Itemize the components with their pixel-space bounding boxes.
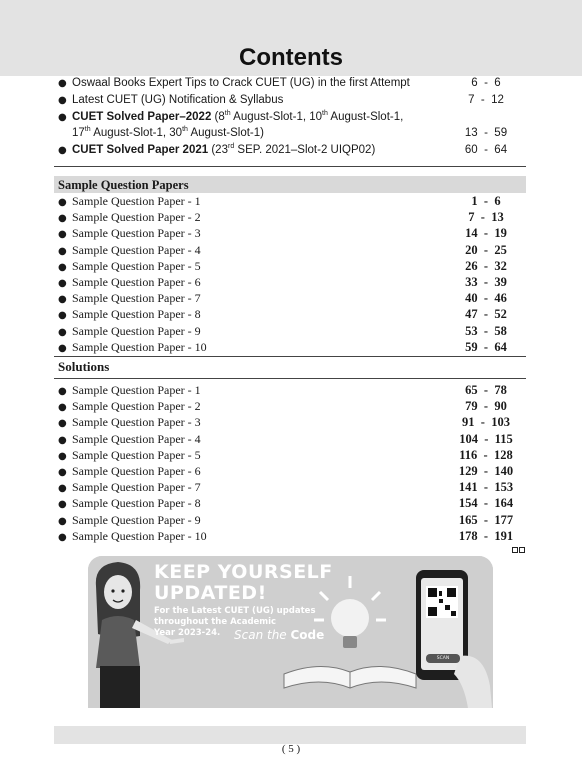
banner-title xyxy=(154,562,333,604)
entry-pages: 116 - 128 xyxy=(459,447,513,462)
banner-sub-line: throughout the Academic xyxy=(154,617,277,627)
contents-entry-notification[interactable] xyxy=(58,94,526,106)
entry-pages-solved-2022 xyxy=(446,127,526,139)
entry-label: Sample Question Paper - 5 xyxy=(72,258,201,273)
entry-text: (8 xyxy=(211,111,225,123)
bullet-icon: ● xyxy=(58,499,67,511)
bullet-icon: ● xyxy=(58,78,67,89)
bullet-icon: ● xyxy=(58,467,67,478)
bullet-icon: ● xyxy=(58,386,67,397)
bullet-icon: ● xyxy=(58,95,67,106)
entry-label: Oswaal Books Expert Tips to Crack CUET (UG) in the first Attempt xyxy=(72,77,410,89)
solution-entry-7[interactable] xyxy=(58,480,526,495)
solution-entry-10[interactable] xyxy=(58,529,526,544)
entry-text: August-Slot-1) xyxy=(187,127,264,139)
bullet-icon: ● xyxy=(58,515,67,527)
entry-pages: 13 - 59 xyxy=(464,127,508,139)
divider xyxy=(54,356,526,357)
entry-pages: 33 - 39 xyxy=(465,275,507,289)
sample-paper-entry-8[interactable] xyxy=(58,307,526,322)
bullet-icon: ● xyxy=(58,434,67,446)
entry-label: Sample Question Paper - 7 xyxy=(72,291,201,306)
entry-text: 17 xyxy=(72,127,85,139)
entry-pages: 47 - 52 xyxy=(465,307,507,322)
sample-paper-entry-2[interactable] xyxy=(58,210,526,225)
entry-pages: 165 - 177 xyxy=(458,512,514,527)
scan-prefix: Scan the xyxy=(234,628,291,642)
entry-pages: 154 - 164 xyxy=(458,496,514,511)
entry-text: August-Slot-1, 30 xyxy=(90,127,183,139)
entry-label xyxy=(72,111,446,123)
entry-pages: 129 - 140 xyxy=(458,464,514,478)
bullet-icon: ● xyxy=(58,531,67,543)
entry-sup: th xyxy=(224,110,231,118)
section-heading-sample: Sample Question Papers xyxy=(58,178,189,192)
promo-banner[interactable] xyxy=(88,556,493,708)
entry-label: Sample Question Paper - 4 xyxy=(72,431,201,446)
sample-paper-entry-1[interactable] xyxy=(58,194,526,209)
solution-entry-3[interactable] xyxy=(58,415,526,430)
solution-entry-5[interactable] xyxy=(58,448,526,463)
entry-label: Latest CUET (UG) Notification & Syllabus xyxy=(72,94,284,106)
entry-label: Sample Question Paper - 1 xyxy=(72,383,201,397)
entry-pages: 14 - 19 xyxy=(465,226,507,241)
entry-label: Sample Question Paper - 10 xyxy=(72,339,207,354)
contents-entry-solved-2021[interactable] xyxy=(58,144,526,156)
entry-pages: 141 - 153 xyxy=(458,480,514,495)
solution-entry-9[interactable] xyxy=(58,513,526,528)
entry-text: (23 xyxy=(208,144,228,156)
bullet-icon: ● xyxy=(58,229,67,241)
entry-pages: 6 - 6 xyxy=(471,77,501,89)
entry-pages: 104 - 115 xyxy=(459,431,513,446)
entry-label: Sample Question Paper - 2 xyxy=(72,399,201,414)
entry-pages: 40 - 46 xyxy=(465,291,507,306)
bullet-icon: ● xyxy=(58,418,67,430)
entry-label: Sample Question Paper - 5 xyxy=(72,447,201,462)
entry-label: Sample Question Paper - 10 xyxy=(72,528,207,543)
entry-label: Sample Question Paper - 3 xyxy=(72,415,201,430)
footer-band xyxy=(54,726,526,744)
page-title: Contents xyxy=(239,44,343,71)
entry-label: Sample Question Paper - 4 xyxy=(72,242,201,257)
solution-entry-4[interactable] xyxy=(58,432,526,447)
entry-sup: th xyxy=(84,126,91,134)
contents-entry-expert-tips[interactable] xyxy=(58,77,526,89)
contents-entry-solved-2022[interactable] xyxy=(58,111,526,123)
bullet-icon: ● xyxy=(58,197,67,208)
sample-paper-entry-10[interactable] xyxy=(58,340,526,355)
sample-paper-entry-4[interactable] xyxy=(58,243,526,258)
bullet-icon: ● xyxy=(58,145,67,156)
entry-pages: 7 - 12 xyxy=(468,94,504,106)
bullet-icon: ● xyxy=(58,450,67,462)
divider xyxy=(54,166,526,167)
bullet-icon: ● xyxy=(58,310,67,322)
entry-label: Sample Question Paper - 6 xyxy=(72,275,201,289)
entry-label: Sample Question Paper - 8 xyxy=(72,496,201,511)
entry-bold-title: CUET Solved Paper–2022 xyxy=(72,111,212,123)
entry-pages: 20 - 25 xyxy=(465,242,507,257)
entry-sup: rd xyxy=(227,143,235,151)
entry-sup: th xyxy=(182,126,188,134)
banner-sub-line: For the Latest CUET (UG) updates xyxy=(154,606,316,616)
bullet-icon: ● xyxy=(58,112,67,123)
entry-pages: 1 - 6 xyxy=(471,194,501,208)
bullet-icon: ● xyxy=(58,326,67,338)
entry-pages: 7 - 13 xyxy=(468,210,504,225)
sample-paper-entry-5[interactable] xyxy=(58,259,526,274)
bullet-icon: ● xyxy=(58,278,67,289)
entry-pages: 65 - 78 xyxy=(465,383,507,397)
solution-entry-8[interactable] xyxy=(58,496,526,511)
entry-text: August-Slot-1, xyxy=(327,111,404,123)
entry-bold-title: CUET Solved Paper 2021 xyxy=(72,144,209,156)
entry-text: SEP. 2021–Slot-2 UIQP02) xyxy=(234,144,376,156)
entry-pages: 79 - 90 xyxy=(465,399,507,414)
entry-sup: th xyxy=(322,110,328,118)
sample-paper-entry-7[interactable] xyxy=(58,291,526,306)
entry-continuation xyxy=(72,127,264,139)
bullet-icon: ● xyxy=(58,483,67,495)
section-heading-solutions: Solutions xyxy=(58,359,110,374)
scan-button[interactable]: SCAN xyxy=(426,654,460,663)
entry-label: Sample Question Paper - 9 xyxy=(72,323,201,338)
scan-the-code-text xyxy=(234,628,324,642)
entry-label: Sample Question Paper - 3 xyxy=(72,226,201,241)
entry-label: Sample Question Paper - 7 xyxy=(72,480,201,495)
page-number: ( 5 ) xyxy=(281,743,301,755)
bullet-icon: ● xyxy=(58,342,67,354)
bullet-icon: ● xyxy=(58,245,67,257)
entry-label: Sample Question Paper - 2 xyxy=(72,210,201,225)
entry-pages: 59 - 64 xyxy=(465,339,507,354)
banner-title-line: KEEP YOURSELF xyxy=(154,561,333,583)
bullet-icon: ● xyxy=(58,294,67,306)
entry-label: Sample Question Paper - 9 xyxy=(72,512,201,527)
entry-label xyxy=(72,144,446,156)
entry-pages: 91 - 103 xyxy=(462,415,510,430)
solution-entry-1[interactable] xyxy=(58,383,526,398)
entry-pages: 178 - 191 xyxy=(458,528,514,543)
solution-entry-6[interactable] xyxy=(58,464,526,479)
entry-text: August-Slot-1, 10 xyxy=(230,111,323,123)
divider xyxy=(54,378,526,379)
entry-pages: 26 - 32 xyxy=(465,258,507,273)
entry-pages: 53 - 58 xyxy=(465,323,507,338)
entry-label: Sample Question Paper - 6 xyxy=(72,464,201,478)
banner-title-line: UPDATED! xyxy=(154,582,267,604)
banner-sub-line: Year 2023-24. xyxy=(154,628,221,638)
page-nav-icon xyxy=(512,547,525,553)
sample-paper-entry-3[interactable] xyxy=(58,226,526,241)
bullet-icon: ● xyxy=(58,261,67,273)
entry-pages: 60 - 64 xyxy=(464,144,508,156)
scan-bold: Code xyxy=(290,628,325,642)
sample-paper-entry-6[interactable] xyxy=(58,275,526,290)
bullet-icon: ● xyxy=(58,402,67,414)
bullet-icon: ● xyxy=(58,213,67,225)
entry-label: Sample Question Paper - 1 xyxy=(72,194,201,208)
entry-label: Sample Question Paper - 8 xyxy=(72,307,201,322)
solution-entry-2[interactable] xyxy=(58,399,526,414)
sample-paper-entry-9[interactable] xyxy=(58,324,526,339)
